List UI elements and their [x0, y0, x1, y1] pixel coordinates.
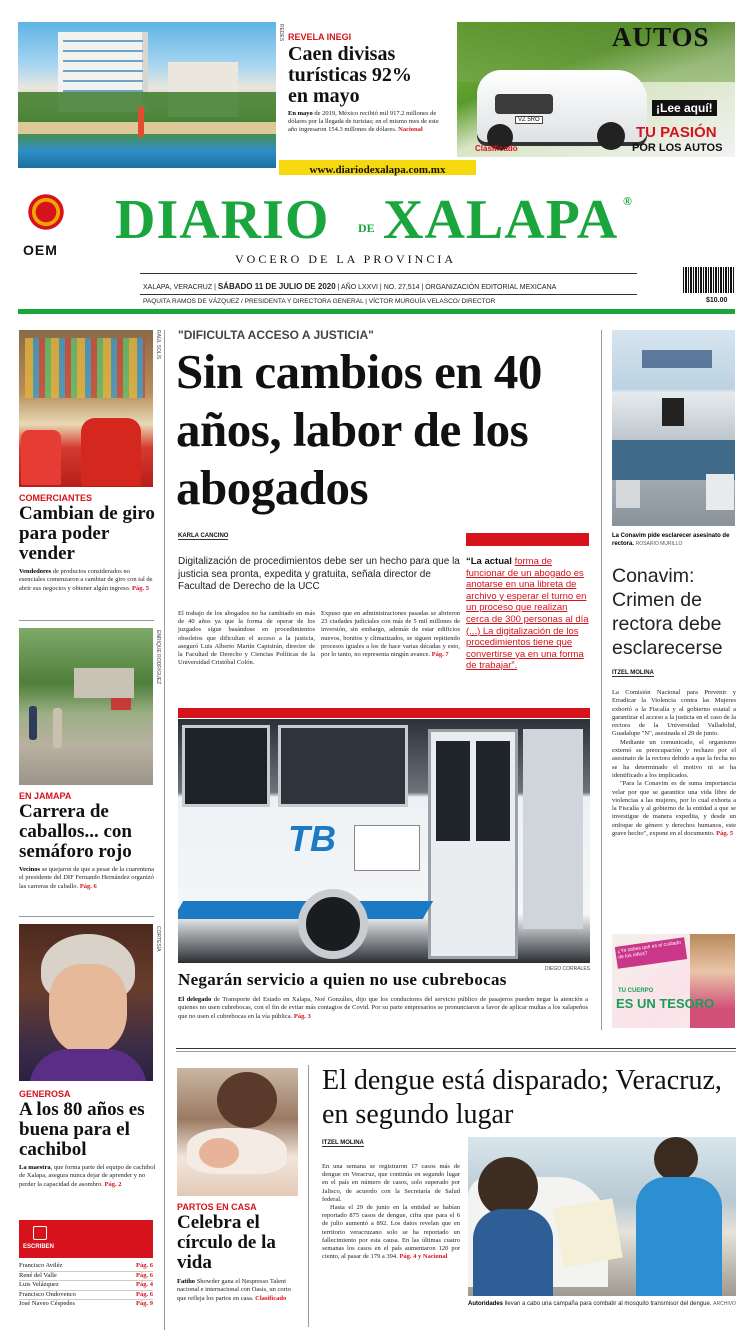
- writer-row[interactable]: René del Valle Pág. 6: [19, 1272, 153, 1282]
- bottom-column-rule: [308, 1065, 309, 1327]
- green-divider: [18, 309, 735, 314]
- masthead-motto: VOCERO DE LA PROVINCIA: [235, 252, 457, 266]
- promo-ad[interactable]: [612, 934, 735, 1028]
- bus-body: El delegado de Transporte del Estado en Xalapa, Noé Gonzáles, dijo que los conductores del servicio público de pasajeros pueden negar la atención a quienes no usen cubrebocas, con el fin de evitar más contagios de Covid. Por su parte empresarios se pronunciaron a favor de aplicar multas a los xalapeños que no usen el cubrebocas en la vía pública. Pág. 3: [178, 996, 589, 1020]
- top-teaser-headline[interactable]: Caen divisas turísticas 92% en mayo: [288, 43, 412, 107]
- main-deck: Digitalización de procedimientos debe ser un hecho para que la justicia sea pronta, expedita y gratuita, señala director de Facultad de Derecho de la UCC: [178, 556, 460, 592]
- dengue-headline[interactable]: El dengue está disparado; Veracruz, en segundo lugar: [322, 1065, 722, 1130]
- bus-red-bar: [178, 708, 590, 718]
- masthead-title[interactable]: [115, 190, 635, 250]
- masthead-staff: PAQUITA RAMOS DE VÁZQUEZ / PRESIDENTA Y DIRECTORA GENERAL | VÍCTOR MURGUÍA VELASCO/ DIRECTOR: [143, 298, 496, 305]
- website-bar[interactable]: [279, 160, 476, 175]
- masthead-registered: ®: [623, 194, 632, 208]
- writers-title: ESCRIBEN: [23, 1244, 55, 1250]
- autos-section: Clasificado: [475, 144, 518, 153]
- bus-credit: DIEGO CORRALES: [545, 966, 591, 972]
- conavim-byline: ITZEL MOLINA: [612, 670, 654, 676]
- story3-credit: CORTESÍA: [155, 926, 161, 952]
- barcode: [683, 267, 735, 293]
- birth-headline[interactable]: Celebra el círculo de la vida: [177, 1212, 276, 1273]
- autos-cta[interactable]: ¡Lee aquí!: [652, 100, 717, 116]
- right-column-rule: [601, 330, 602, 1030]
- birth-photo[interactable]: [177, 1068, 298, 1196]
- story3-kicker: GENEROSA: [19, 1089, 71, 1099]
- dengue-caption: Autoridades llevan a cabo una campaña para combatir al mosquito transmisor del dengue. ARCHIVO: [468, 1301, 736, 1307]
- promo-big: ES UN TESORO: [616, 996, 715, 1011]
- bus-photo[interactable]: [178, 719, 590, 963]
- pen-icon: [33, 1226, 47, 1240]
- sun-icon: [25, 192, 67, 232]
- writers-list: [19, 1262, 153, 1309]
- story1-headline[interactable]: Cambian de giro para poder vender: [19, 503, 155, 564]
- story3-body: La maestra, que forma parte del equipo de cachibol de Xalapa, asegura nunca dejar de aprender y no perder la capacidad de asombro. Pág. 2: [19, 1164, 156, 1188]
- conavim-body: La Comisión Nacional para Prevenir y Erradicar la Violencia contra las Mujeres exhortó a la Fiscalía y al gobierno estatal a garantizar el acceso a la justicia en el caso de la rectora de la Universidad Valladolid, Guadalupe "N", asesinada el 29 de junio. Mediante un comunicado, el organismo externó su preocupación y rechazo por el asesinato de la rectora debido a que la fecha no se ha determinado el motivo ni se ha identificado a los implicados. "Para la Conavim es de suma importancia velar por que se garantice una vida libre de violencias a las mujeres, por lo cual exhorta a la Fiscalía y al gobierno de la entidad a que se investigue de manera expedita, y desde un enfoque de género y derechos humanos, este grave hecho", expone en el documento. Pág. 5: [612, 689, 736, 838]
- top-teaser-kicker: REVELA INEGI: [288, 32, 352, 42]
- bottom-double-rule: [176, 1048, 736, 1049]
- promo-small: TU CUERPO: [618, 988, 654, 994]
- story2-headline[interactable]: Carrera de caballos... con semáforo rojo: [19, 801, 132, 862]
- masthead-rule2: [140, 294, 637, 295]
- main-red-bar: [466, 533, 589, 546]
- writers-header: [19, 1220, 153, 1258]
- top-teaser-body: En mayo de 2019, México recibió mil 917.2 millones de dólares por la llegada de turistas; en el mismo mes de este año ingresaron 154.3 millones de dólares. Nacional: [288, 110, 439, 133]
- story1-photo[interactable]: [19, 330, 153, 487]
- dengue-body: En una semana se registraron 17 casos más de dengue en Veracruz, que continúa en segundo lugar en el país en número de casos, solo superado por Jalisco, de acuerdo con la Secretaría de Salud federal. Hasta el 29 de junio en la entidad se habían reportado 875 casos de dengue, cifra que para el 6 de julio aumentó a 892. Los datos revelan que en territorio veracruzano solo se ha reportado un fallecimiento por esta causa. En las últimas cuatro semanas los casos en el país aumentaron 120 por ciento, al pasar de 179 a 394. Pág. 4 y Nacional: [322, 1163, 460, 1261]
- story2-photo[interactable]: [19, 628, 153, 785]
- story1-body: Vendedores de productos considerados no esenciales comenzaron a cambiar de giro con tal de abrir sus negocios y obtener algún ingreso. Pág. 5: [19, 568, 153, 592]
- writer-row[interactable]: Luis Velázquez Pág. 4: [19, 1281, 153, 1291]
- story1-kicker: COMERCIANTES: [19, 493, 93, 503]
- masthead-de: DE: [358, 221, 375, 235]
- dengue-byline: ITZEL MOLINA: [322, 1140, 364, 1146]
- top-teaser-credit: REDES: [278, 24, 284, 42]
- conavim-headline[interactable]: Conavim: Crimen de rectora debe esclarecerse: [612, 565, 723, 659]
- main-col2: Expuso que en administraciones pasadas se abrieron 23 ciudades judiciales con más de 5 mil millones de inversión, sin embargo, además de estar edificios nuevos, bonitos y climatizados, se siguen repitiendo procesos iguales a los de hace varias décadas y esto, por lo tanto, no representa ningún avance. Pág. 7: [321, 610, 460, 659]
- conavim-photo[interactable]: [612, 330, 735, 526]
- story2-body: Vecinos se quejaron de que a pesar de la cuarentena el presidente del DIF Fernando Hernández organizó las carreras de caballo. Pág. 6: [19, 866, 154, 890]
- birth-kicker: PARTOS EN CASA: [177, 1202, 257, 1212]
- bus-logo: TB: [288, 818, 336, 859]
- promo-banner: ¿Ya sabes qué es el cuidado de los niños?: [615, 937, 687, 969]
- conavim-caption: La Conavim pide esclarecer asesinato de rectora. ROSARIO MURILLO: [612, 533, 730, 547]
- main-quote: “La actual forma de funcionar de un abogado es anotarse en una libreta de archivo y esperar el turno en un proceso que realizan cerca de 300 personas al día (...) La digitalización de los procedimientos tiene que convertirse ya en una forma de trabajar”.: [466, 556, 589, 672]
- oem-brand: OEM: [23, 242, 58, 258]
- writer-row[interactable]: Francisco Ondovenco Pág. 6: [19, 1291, 153, 1301]
- masthead-diario: DIARIO: [115, 189, 330, 251]
- writer-row[interactable]: José Naveo Céspedes Pág. 9: [19, 1300, 153, 1307]
- masthead-info: XALAPA, VERACRUZ | SÁBADO 11 DE JULIO DE 2020 | AÑO LXXVI | NO. 27,514 | ORGANIZACIÓN EDITORIAL MEXICANA: [143, 282, 557, 291]
- left-rule-1: [19, 620, 154, 621]
- oem-logo: [21, 190, 71, 236]
- story3-photo[interactable]: [19, 924, 153, 1081]
- main-headline[interactable]: Sin cambios en 40 años, labor de los abogados: [176, 344, 542, 515]
- story1-credit: RAÚL SOLÍS: [155, 330, 161, 360]
- main-byline: KARLA CANCINO: [178, 533, 229, 539]
- autos-title: AUTOS: [612, 22, 710, 52]
- story2-kicker: EN JAMAPA: [19, 791, 72, 801]
- writer-row[interactable]: Francisco Aviléz Pág. 6: [19, 1262, 153, 1272]
- price: $10.00: [706, 297, 728, 304]
- dengue-photo[interactable]: [468, 1137, 736, 1296]
- top-teaser-photo[interactable]: [18, 22, 276, 168]
- story2-credit: ENRIQUE RODRÍGUEZ: [155, 630, 161, 685]
- website-url: www.diariodexalapa.com.mx: [309, 164, 446, 176]
- birth-body: Fatiho Showder gana el Nespresso Talent nacional e internacional con Oasis, un corto que refleja los partos en casa. Clasificado: [177, 1278, 291, 1302]
- main-kicker: "DIFICULTA ACCESO A JUSTICIA": [178, 328, 374, 342]
- bus-headline[interactable]: Negarán servicio a quien no use cubrebocas: [178, 970, 507, 989]
- left-rule-2: [19, 916, 154, 917]
- autos-tagline: TU PASIÓN: [636, 124, 717, 141]
- left-column-rule: [164, 330, 165, 1330]
- masthead-rule: [140, 273, 637, 274]
- masthead-xalapa: XALAPA: [383, 189, 619, 251]
- story3-headline[interactable]: A los 80 años es buena para el cachibol: [19, 1099, 145, 1160]
- main-col1: El trabajo de los abogados no ha cambiado en más de 40 años ya que la forma de operar de los juzgados sigue basándose en procedimientos obsoletos que dificultan el acceso a la justicia, aseguró Luis Alberto Martín Capistrán, director de la Facultad de Derecho y Ciencias Políticas de la Universidad Cristóbal Colón.: [178, 610, 315, 667]
- autos-plate: VZ 5RO: [515, 116, 543, 124]
- autos-tagline2: POR LOS AUTOS: [632, 142, 723, 154]
